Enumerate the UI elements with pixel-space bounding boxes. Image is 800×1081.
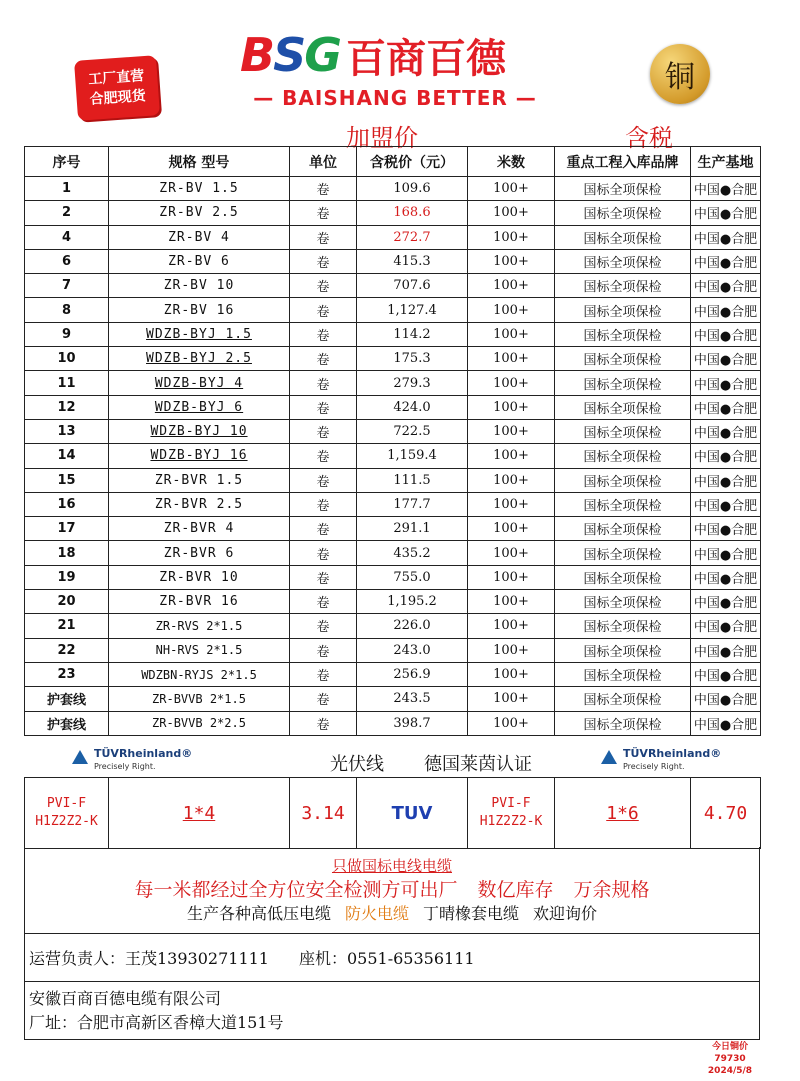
row-meters: 100+	[468, 444, 555, 468]
row-unit: 卷	[290, 249, 357, 273]
pv-table	[24, 777, 761, 849]
row-meters: 100+	[468, 638, 555, 662]
row-brand: 国标全项保检	[555, 662, 691, 686]
row-base: 中国●合肥	[691, 638, 761, 662]
pv-spec-1: 1*4	[109, 778, 290, 849]
row-brand: 国标全项保检	[555, 444, 691, 468]
row-unit: 卷	[290, 274, 357, 298]
table-row	[25, 249, 761, 273]
header-brand: 重点工程入库品牌	[555, 147, 691, 177]
row-base: 中国●合肥	[691, 371, 761, 395]
row-base: 中国●合肥	[691, 614, 761, 638]
tuv-logo-right: TÜVRheinland® Precisely Right.	[601, 748, 721, 776]
row-unit: 卷	[290, 201, 357, 225]
pv-model-2: PVI-F H1Z2Z2-K	[468, 778, 555, 849]
pv-price-1: 3.14	[290, 778, 357, 849]
row-meters: 100+	[468, 468, 555, 492]
row-price: 243.5	[357, 687, 468, 711]
row-meters: 100+	[468, 371, 555, 395]
row-spec: NH-RVS 2*1.5	[109, 638, 290, 662]
row-meters: 100+	[468, 662, 555, 686]
row-base: 中国●合肥	[691, 444, 761, 468]
row-no: 1	[25, 177, 109, 201]
row-base: 中国●合肥	[691, 687, 761, 711]
row-price: 272.7	[357, 225, 468, 249]
row-meters: 100+	[468, 541, 555, 565]
row-base: 中国●合肥	[691, 590, 761, 614]
row-price: 177.7	[357, 492, 468, 516]
table-row	[25, 298, 761, 322]
row-base: 中国●合肥	[691, 249, 761, 273]
row-spec: WDZB-BYJ 16	[109, 444, 290, 468]
promo-line2: 每一米都经过全方位安全检测方可出厂 数亿库存 万余规格	[134, 879, 650, 901]
tuv-triangle-icon	[72, 750, 88, 764]
row-base: 中国●合肥	[691, 395, 761, 419]
table-header-row	[25, 147, 761, 177]
table-row	[25, 541, 761, 565]
header-unit: 单位	[290, 147, 357, 177]
row-meters: 100+	[468, 298, 555, 322]
row-base: 中国●合肥	[691, 419, 761, 443]
table-row	[25, 638, 761, 662]
row-no: 护套线	[25, 711, 109, 735]
row-spec: ZR-BV 16	[109, 298, 290, 322]
table-row	[25, 614, 761, 638]
row-unit: 卷	[290, 177, 357, 201]
promo-line3: 生产各种高低压电缆 防火电缆 丁晴橡套电缆 欢迎询价	[186, 904, 598, 923]
row-meters: 100+	[468, 249, 555, 273]
row-spec: ZR-BV 1.5	[109, 177, 290, 201]
row-spec: WDZB-BYJ 10	[109, 419, 290, 443]
badge-line2: 合肥现货	[89, 88, 147, 108]
row-price: 279.3	[357, 371, 468, 395]
header-price: 含税价（元）	[357, 147, 468, 177]
row-no: 9	[25, 322, 109, 346]
table-row	[25, 662, 761, 686]
row-unit: 卷	[290, 614, 357, 638]
row-unit: 卷	[290, 711, 357, 735]
row-base: 中国●合肥	[691, 322, 761, 346]
tax-included-label: 含税	[625, 124, 673, 152]
company-name: 安徽百商百德电缆有限公司	[29, 989, 222, 1008]
row-spec: WDZBN-RYJS 2*1.5	[109, 662, 290, 686]
row-spec: WDZB-BYJ 4	[109, 371, 290, 395]
row-meters: 100+	[468, 711, 555, 735]
row-meters: 100+	[468, 347, 555, 371]
row-base: 中国●合肥	[691, 468, 761, 492]
row-brand: 国标全项保检	[555, 638, 691, 662]
row-unit: 卷	[290, 492, 357, 516]
today-copper-price: 今日铜价 79730 2024/5/8	[707, 1042, 753, 1076]
table-row	[25, 225, 761, 249]
price-table	[24, 146, 761, 736]
row-unit: 卷	[290, 419, 357, 443]
table-row	[25, 201, 761, 225]
row-no: 16	[25, 492, 109, 516]
row-spec: ZR-BVR 1.5	[109, 468, 290, 492]
row-no: 13	[25, 419, 109, 443]
row-spec: WDZB-BYJ 2.5	[109, 347, 290, 371]
row-spec: ZR-RVS 2*1.5	[109, 614, 290, 638]
row-brand: 国标全项保检	[555, 687, 691, 711]
promo-headline: 只做国标电线电缆	[331, 857, 452, 875]
header-meters: 米数	[468, 147, 555, 177]
row-brand: 国标全项保检	[555, 614, 691, 638]
table-row	[25, 444, 761, 468]
row-spec: ZR-BVVB 2*2.5	[109, 711, 290, 735]
row-brand: 国标全项保检	[555, 371, 691, 395]
row-spec: ZR-BVR 16	[109, 590, 290, 614]
row-no: 7	[25, 274, 109, 298]
table-row	[25, 274, 761, 298]
pv-row	[25, 778, 761, 849]
pv-certification: 德国莱茵认证	[424, 754, 532, 775]
header-base: 生产基地	[691, 147, 761, 177]
row-no: 护套线	[25, 687, 109, 711]
row-base: 中国●合肥	[691, 541, 761, 565]
row-no: 21	[25, 614, 109, 638]
row-brand: 国标全项保检	[555, 565, 691, 589]
contact-row	[24, 933, 760, 982]
row-unit: 卷	[290, 371, 357, 395]
row-price: 226.0	[357, 614, 468, 638]
company-block	[24, 981, 760, 1040]
table-row	[25, 177, 761, 201]
table-row	[25, 419, 761, 443]
row-brand: 国标全项保检	[555, 419, 691, 443]
pv-model-1: PVI-F H1Z2Z2-K	[25, 778, 109, 849]
row-base: 中国●合肥	[691, 347, 761, 371]
row-price: 755.0	[357, 565, 468, 589]
row-unit: 卷	[290, 444, 357, 468]
pv-spec-2: 1*6	[555, 778, 691, 849]
table-row	[25, 395, 761, 419]
row-no: 4	[25, 225, 109, 249]
row-unit: 卷	[290, 298, 357, 322]
row-meters: 100+	[468, 322, 555, 346]
row-base: 中国●合肥	[691, 565, 761, 589]
row-no: 17	[25, 517, 109, 541]
row-brand: 国标全项保检	[555, 541, 691, 565]
row-price: 114.2	[357, 322, 468, 346]
row-brand: 国标全项保检	[555, 322, 691, 346]
row-base: 中国●合肥	[691, 492, 761, 516]
landline-contact: 座机：0551-65356111	[298, 948, 475, 968]
company-address: 厂址：合肥市高新区香樟大道151号	[29, 1013, 284, 1032]
table-row	[25, 565, 761, 589]
row-brand: 国标全项保检	[555, 590, 691, 614]
row-brand: 国标全项保检	[555, 177, 691, 201]
row-no: 6	[25, 249, 109, 273]
row-brand: 国标全项保检	[555, 347, 691, 371]
row-price: 175.3	[357, 347, 468, 371]
row-base: 中国●合肥	[691, 298, 761, 322]
row-meters: 100+	[468, 565, 555, 589]
row-brand: 国标全项保检	[555, 395, 691, 419]
pv-cable-title: 光伏线	[330, 754, 384, 775]
row-price: 109.6	[357, 177, 468, 201]
row-meters: 100+	[468, 492, 555, 516]
header-no: 序号	[25, 147, 109, 177]
table-row	[25, 517, 761, 541]
row-spec: ZR-BVR 2.5	[109, 492, 290, 516]
row-spec: ZR-BV 4	[109, 225, 290, 249]
row-price: 424.0	[357, 395, 468, 419]
row-unit: 卷	[290, 541, 357, 565]
table-row	[25, 492, 761, 516]
row-unit: 卷	[290, 662, 357, 686]
row-base: 中国●合肥	[691, 177, 761, 201]
row-spec: ZR-BV 10	[109, 274, 290, 298]
row-unit: 卷	[290, 322, 357, 346]
row-meters: 100+	[468, 419, 555, 443]
brand-logo	[240, 30, 550, 80]
row-price: 1,127.4	[357, 298, 468, 322]
row-price: 168.6	[357, 201, 468, 225]
row-brand: 国标全项保检	[555, 711, 691, 735]
row-price: 722.5	[357, 419, 468, 443]
row-no: 22	[25, 638, 109, 662]
row-spec: ZR-BVR 6	[109, 541, 290, 565]
row-unit: 卷	[290, 395, 357, 419]
row-price: 256.9	[357, 662, 468, 686]
row-meters: 100+	[468, 201, 555, 225]
row-no: 12	[25, 395, 109, 419]
header-spec: 规格 型号	[109, 147, 290, 177]
row-no: 8	[25, 298, 109, 322]
tuv-logo-left: TÜVRheinland® Precisely Right.	[72, 748, 192, 776]
row-unit: 卷	[290, 347, 357, 371]
row-brand: 国标全项保检	[555, 492, 691, 516]
factory-direct-badge	[74, 55, 160, 121]
row-price: 111.5	[357, 468, 468, 492]
row-meters: 100+	[468, 225, 555, 249]
row-price: 291.1	[357, 517, 468, 541]
row-spec: ZR-BV 2.5	[109, 201, 290, 225]
row-unit: 卷	[290, 225, 357, 249]
table-row	[25, 468, 761, 492]
row-unit: 卷	[290, 687, 357, 711]
badge-line1: 工厂直营	[87, 68, 145, 88]
table-row	[25, 322, 761, 346]
row-base: 中国●合肥	[691, 517, 761, 541]
promo-block	[24, 847, 760, 934]
row-meters: 100+	[468, 590, 555, 614]
row-no: 18	[25, 541, 109, 565]
row-no: 11	[25, 371, 109, 395]
row-no: 2	[25, 201, 109, 225]
row-no: 23	[25, 662, 109, 686]
row-base: 中国●合肥	[691, 711, 761, 735]
table-row	[25, 371, 761, 395]
row-base: 中国●合肥	[691, 225, 761, 249]
row-base: 中国●合肥	[691, 662, 761, 686]
tuv-mark: TUV	[357, 778, 468, 849]
row-brand: 国标全项保检	[555, 298, 691, 322]
row-spec: ZR-BVVB 2*1.5	[109, 687, 290, 711]
row-price: 707.6	[357, 274, 468, 298]
row-meters: 100+	[468, 517, 555, 541]
manager-contact: 运营负责人：王茂13930271111	[29, 948, 269, 968]
row-spec: WDZB-BYJ 6	[109, 395, 290, 419]
row-unit: 卷	[290, 517, 357, 541]
row-spec: ZR-BV 6	[109, 249, 290, 273]
row-no: 19	[25, 565, 109, 589]
tuv-triangle-icon	[601, 750, 617, 764]
row-unit: 卷	[290, 638, 357, 662]
row-spec: WDZB-BYJ 1.5	[109, 322, 290, 346]
row-spec: ZR-BVR 4	[109, 517, 290, 541]
row-unit: 卷	[290, 590, 357, 614]
row-brand: 国标全项保检	[555, 468, 691, 492]
row-brand: 国标全项保检	[555, 225, 691, 249]
copper-badge: 铜	[650, 44, 710, 104]
row-price: 415.3	[357, 249, 468, 273]
row-brand: 国标全项保检	[555, 249, 691, 273]
row-meters: 100+	[468, 177, 555, 201]
row-price: 1,195.2	[357, 590, 468, 614]
row-unit: 卷	[290, 468, 357, 492]
table-row	[25, 711, 761, 735]
row-base: 中国●合肥	[691, 274, 761, 298]
row-no: 15	[25, 468, 109, 492]
logo-chinese-name: 百商百德	[345, 35, 506, 82]
row-no: 10	[25, 347, 109, 371]
row-no: 20	[25, 590, 109, 614]
row-meters: 100+	[468, 687, 555, 711]
row-unit: 卷	[290, 565, 357, 589]
row-price: 1,159.4	[357, 444, 468, 468]
row-meters: 100+	[468, 614, 555, 638]
row-meters: 100+	[468, 274, 555, 298]
logo-letters: BSG	[240, 28, 340, 82]
table-row	[25, 687, 761, 711]
table-row	[25, 347, 761, 371]
row-brand: 国标全项保检	[555, 201, 691, 225]
row-brand: 国标全项保检	[555, 517, 691, 541]
franchise-price-label: 加盟价	[346, 124, 418, 152]
row-spec: ZR-BVR 10	[109, 565, 290, 589]
table-row	[25, 590, 761, 614]
row-brand: 国标全项保检	[555, 274, 691, 298]
row-no: 14	[25, 444, 109, 468]
row-meters: 100+	[468, 395, 555, 419]
row-price: 243.0	[357, 638, 468, 662]
row-base: 中国●合肥	[691, 201, 761, 225]
brand-slogan: — BAISHANG BETTER —	[253, 86, 537, 110]
row-price: 398.7	[357, 711, 468, 735]
row-price: 435.2	[357, 541, 468, 565]
pv-price-2: 4.70	[691, 778, 761, 849]
